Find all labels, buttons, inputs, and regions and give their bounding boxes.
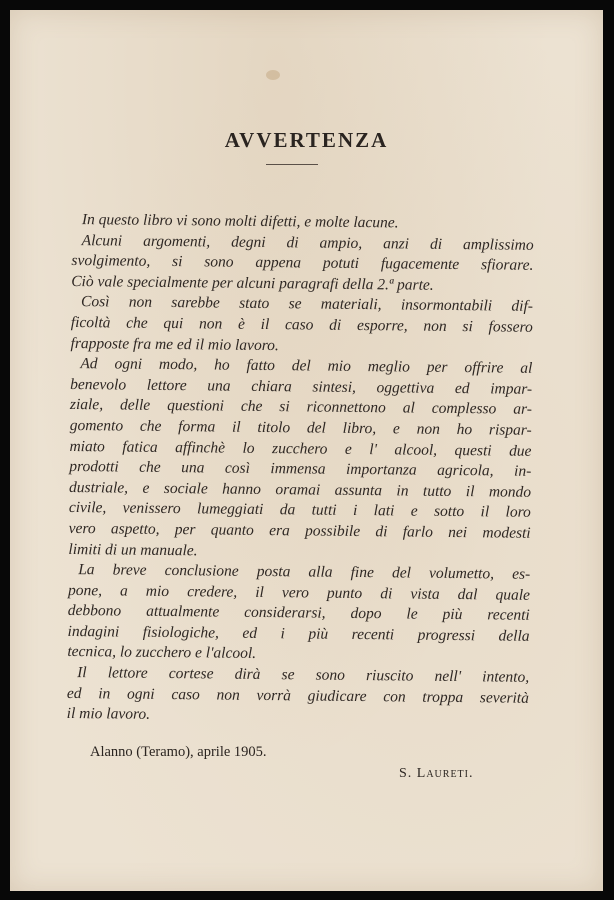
page bbox=[10, 10, 603, 891]
paragraph bbox=[67, 663, 530, 730]
paper-stain bbox=[266, 70, 280, 80]
text-line: ed in ogni caso non vorrà giudicare con troppa severità bbox=[66, 684, 530, 707]
body-text bbox=[67, 210, 534, 730]
text-line: ziale, delle questioni che si riconnettono al complesso ar- bbox=[69, 396, 533, 419]
text-line: il mio lavoro. bbox=[66, 705, 151, 724]
text-line: ficoltà che qui non è il caso di esporre, non si fossero bbox=[70, 313, 533, 336]
paragraph bbox=[67, 560, 530, 668]
text-line: svolgimento, si sono appena potuti fugacemente sfiorare. bbox=[71, 252, 534, 275]
text-line: debbono attualmente considerarsi, dopo le più recenti bbox=[67, 602, 530, 625]
text-line: gomento che forma il titolo del libro, e non ho rispar- bbox=[69, 416, 532, 439]
paragraph bbox=[70, 292, 533, 359]
text-line: civile, venissero lumeggiati da tutti i lati e sotto il loro bbox=[68, 499, 531, 522]
text-line: benevolo lettore una chiara sintesi, oggettiva ed impar- bbox=[70, 375, 533, 398]
text-line: Il lettore cortese dirà se sono riuscito nell' intento, bbox=[77, 664, 530, 686]
text-line: miato fatica affinchè lo zucchero e l' alcool, questi due bbox=[69, 437, 532, 460]
place-date: Alanno (Teramo), aprile 1905. bbox=[90, 744, 267, 760]
title-rule bbox=[266, 164, 318, 165]
text-line: Alcuni argomenti, degni di ampio, anzi di amplissimo bbox=[81, 231, 534, 254]
page-title: AVVERTENZA bbox=[224, 128, 389, 152]
text-line: Ad ogni modo, ho fatto del mio meglio per offrire al bbox=[80, 355, 533, 377]
text-line: frapposte fra me ed il mio lavoro. bbox=[70, 334, 279, 354]
text-line: Ciò vale specialmente per alcuni paragrafi della 2.ª parte. bbox=[71, 272, 434, 294]
text-line: In questo libro vi sono molti difetti, e molte lacune. bbox=[81, 211, 399, 232]
text-line: tecnica, lo zucchero e l'alcool. bbox=[67, 643, 257, 663]
paragraph bbox=[71, 231, 534, 298]
text-line: prodotti che una così immensa importanza agricola, in- bbox=[69, 458, 532, 480]
text-line: limiti di un manuale. bbox=[68, 540, 198, 559]
signature: S. Laureti. bbox=[399, 766, 474, 781]
text-line: pone, a mio credere, il vero punto di vista dal quale bbox=[67, 581, 531, 604]
paragraph bbox=[68, 354, 532, 565]
text-line: indagini fisiologiche, ed i più recenti progressi della bbox=[67, 622, 530, 645]
text-line: La breve conclusione posta alla fine del volumetto, es- bbox=[78, 561, 531, 583]
text-line: dustriale, e sociale hanno oramai assunta in tutto il mondo bbox=[69, 478, 532, 501]
text-line: vero aspetto, per quanto era possibile di farlo nei modesti bbox=[68, 519, 531, 542]
text-line: Così non sarebbe stato se materiali, insormontabili dif- bbox=[80, 293, 534, 316]
